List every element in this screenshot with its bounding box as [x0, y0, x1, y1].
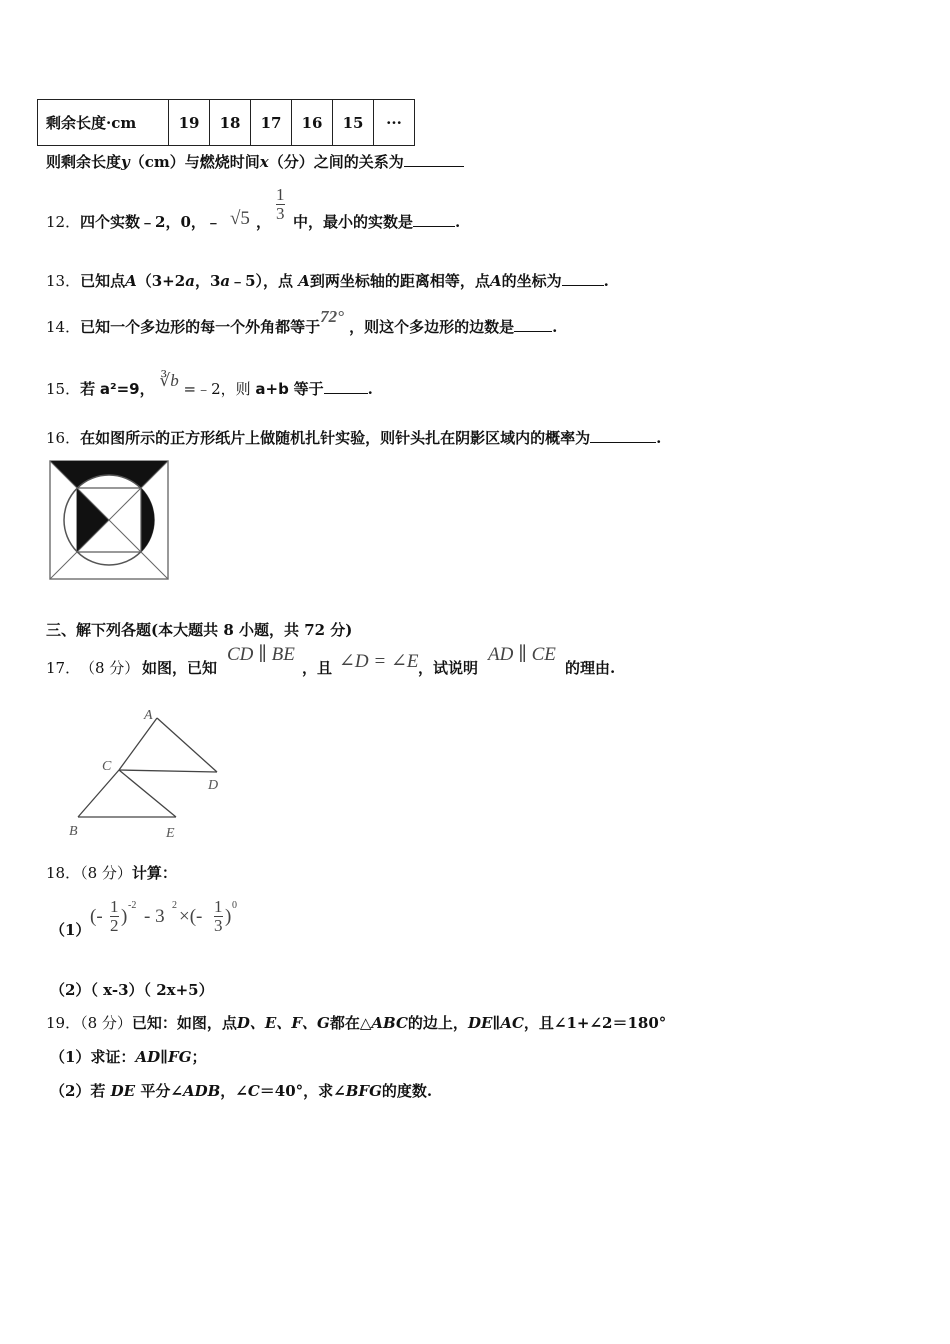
q11-text-a: 则剩余长度: [46, 153, 122, 171]
var-a: a: [185, 272, 195, 290]
q15-text-a: 若: [80, 380, 96, 398]
q17-text-b: ，且: [302, 659, 333, 677]
question-number: 14．: [46, 318, 81, 336]
answer-blank: [562, 271, 604, 286]
question-19: [46, 1012, 666, 1033]
q11-var-y: y: [121, 153, 130, 171]
question-number: 12．: [46, 213, 81, 231]
q13-text-a: 已知点: [80, 272, 126, 290]
label-e: E: [166, 826, 175, 841]
condition-ad-parallel-ce: AD ∥ CE: [488, 644, 556, 665]
q14-text-a: 已知一个多边形的每一个外角都等于: [80, 318, 321, 336]
q19-prove-statement: AD∥FG: [135, 1048, 192, 1066]
segment-ce: [119, 770, 176, 817]
question-score: （8 分）: [80, 659, 140, 677]
label-c: C: [102, 759, 112, 774]
q11-line: [46, 151, 464, 172]
question-15: [46, 371, 373, 399]
question-16: [46, 427, 661, 448]
table-cell: 19: [169, 100, 210, 146]
exponent: 0: [232, 900, 237, 911]
q15-equation: a²=9，: [99, 380, 155, 398]
q13-text-c: ，3: [194, 272, 221, 290]
segment-cb: [78, 770, 119, 817]
table-cell: ···: [374, 100, 415, 146]
fraction-one-half: [110, 898, 119, 935]
expr-open: (-: [90, 906, 103, 927]
question-13: [46, 270, 609, 291]
q11-text-b: （cm）与燃烧时间: [129, 153, 260, 171]
q19-text-b: 都在△: [329, 1014, 372, 1032]
part-label: （1）: [50, 921, 91, 939]
point-a: A: [489, 272, 502, 290]
cube-root-b: ∛b: [159, 371, 179, 390]
q19-part-1-end: ；: [191, 1048, 207, 1066]
question-number: 16．: [46, 429, 81, 447]
answer-blank: [413, 212, 455, 227]
q13-text-f: 的坐标为: [501, 272, 562, 290]
fraction-one-third: [276, 186, 285, 223]
segment-ac: [119, 718, 157, 770]
question-number: 15．: [46, 380, 81, 398]
q15-text-c: 等于: [293, 380, 324, 398]
question-number: 18．: [46, 864, 81, 882]
q19-text-a2: 平分∠: [140, 1082, 183, 1100]
q16-end: .: [656, 429, 662, 447]
close-paren: ): [225, 906, 232, 927]
condition-cd-parallel-be: CD ∥ BE: [227, 644, 295, 665]
q18-part-2-expression: （ x-3）（ 2x+5）: [90, 981, 214, 999]
answer-blank: [404, 152, 464, 167]
sqrt-5: √5: [230, 208, 250, 229]
q15-end: .: [367, 380, 373, 398]
q13-end: .: [603, 272, 609, 290]
label-d: D: [208, 778, 219, 793]
triangle-figure-17: [62, 704, 232, 844]
q19-text-a: 已知：如图，点: [131, 1014, 237, 1032]
question-number: 19．: [46, 1014, 81, 1032]
q19-text-d2: ＝40°，求∠: [259, 1082, 346, 1100]
q12-text-b: 中，最小的实数是: [293, 213, 414, 231]
q15-sum: a+b: [255, 380, 289, 398]
q18-text: 计算：: [131, 864, 177, 882]
condition-angle-d-equals-e: ∠D = ∠E: [339, 651, 419, 672]
condition-de-parallel-ac: DE∥AC: [467, 1014, 524, 1032]
q19-part-2: [50, 1080, 432, 1101]
right-shaded-segment: [141, 488, 154, 552]
q14-end: .: [552, 318, 558, 336]
segment-de: DE: [110, 1082, 136, 1100]
q12-text-a: 四个实数﹣2，0，﹣: [80, 213, 221, 231]
exponent: 2: [172, 900, 177, 911]
q17-text-c: ，试说明: [418, 659, 479, 677]
fraction-numerator: 1: [214, 897, 223, 916]
segment-cd: [119, 770, 217, 772]
triangle-abc: ABC: [371, 1014, 408, 1032]
point-a: A: [125, 272, 137, 290]
question-18: [46, 862, 177, 883]
angle-c: C: [247, 1082, 260, 1100]
q16-text: 在如图所示的正方形纸片上做随机扎针实验，则针头扎在阴影区域内的概率为: [80, 429, 591, 447]
table-cell: 18: [210, 100, 251, 146]
exponent: -2: [128, 900, 137, 911]
fraction-denominator: 3: [214, 916, 223, 935]
question-14: [46, 307, 558, 337]
q11-var-x: x: [259, 153, 269, 171]
angle-bfg: BFG: [345, 1082, 382, 1100]
q12-end: .: [455, 213, 461, 231]
label-a: A: [144, 708, 153, 723]
q19-part-1: [50, 1046, 207, 1067]
table-row: [38, 100, 415, 146]
angle-72: 72°: [320, 307, 344, 326]
expr-minus-three: - 3: [144, 906, 165, 927]
q18-part-1: [50, 896, 300, 946]
table-cell: 15: [333, 100, 374, 146]
q12-comma: ，: [256, 213, 272, 231]
var-a: a: [220, 272, 231, 290]
question-number: 17．: [46, 659, 81, 677]
answer-blank: [590, 428, 656, 443]
answer-blank: [324, 379, 368, 394]
fraction-numerator: 1: [110, 897, 119, 916]
table-cell: 16: [292, 100, 333, 146]
q17-text-a: 如图，已知: [142, 659, 218, 677]
part-label: （2）若: [50, 1082, 106, 1100]
question-score: （8 分）: [80, 1014, 132, 1032]
table-cell: 17: [251, 100, 292, 146]
length-table: [37, 99, 415, 146]
q14-text-b: ，则这个多边形的边数是: [349, 318, 515, 336]
q18-part-2: [50, 979, 214, 1000]
question-number: 13．: [46, 272, 81, 290]
close-paren: ): [121, 906, 128, 927]
section-3-heading: 三、解下列各题(本大题共 8 小题，共 72 分): [46, 621, 353, 639]
q13-text-d: ﹣5），点: [230, 272, 294, 290]
fraction-one-third: [214, 898, 223, 935]
expr-times: ×(-: [179, 906, 203, 927]
fraction-denominator: 2: [110, 916, 119, 935]
point-a: A: [298, 272, 310, 290]
q19-text-d: ，且∠1+∠2＝180°: [523, 1014, 667, 1032]
q19-points: D、E、F、G: [236, 1014, 330, 1032]
q11-text-c: （分）之间的关系为: [268, 153, 404, 171]
table-header-cell: 剩余长度·cm: [38, 100, 169, 146]
label-b: B: [69, 824, 78, 839]
q13-text-e: 到两坐标轴的距离相等，点: [309, 272, 490, 290]
q17-text-d: 的理由.: [565, 659, 616, 677]
part-label: （1）求证：: [50, 1048, 136, 1066]
q12-text-b-wrap: [293, 211, 460, 232]
q19-text-e2: 的度数.: [381, 1082, 433, 1100]
angle-adb: ADB: [182, 1082, 221, 1100]
part-label: （2）: [50, 981, 91, 999]
q15-text-b: =﹣2，则: [183, 380, 251, 398]
fraction-denominator: 3: [276, 204, 285, 223]
q13-text-b: （3+2: [136, 272, 186, 290]
q19-text-b2: ，∠: [220, 1082, 248, 1100]
answer-blank: [514, 317, 552, 332]
fraction-numerator: 1: [276, 185, 285, 204]
segment-ad: [157, 718, 217, 772]
q19-text-c: 的边上，: [407, 1014, 468, 1032]
square-probability-figure: [47, 458, 171, 582]
question-score: （8 分）: [80, 864, 132, 882]
